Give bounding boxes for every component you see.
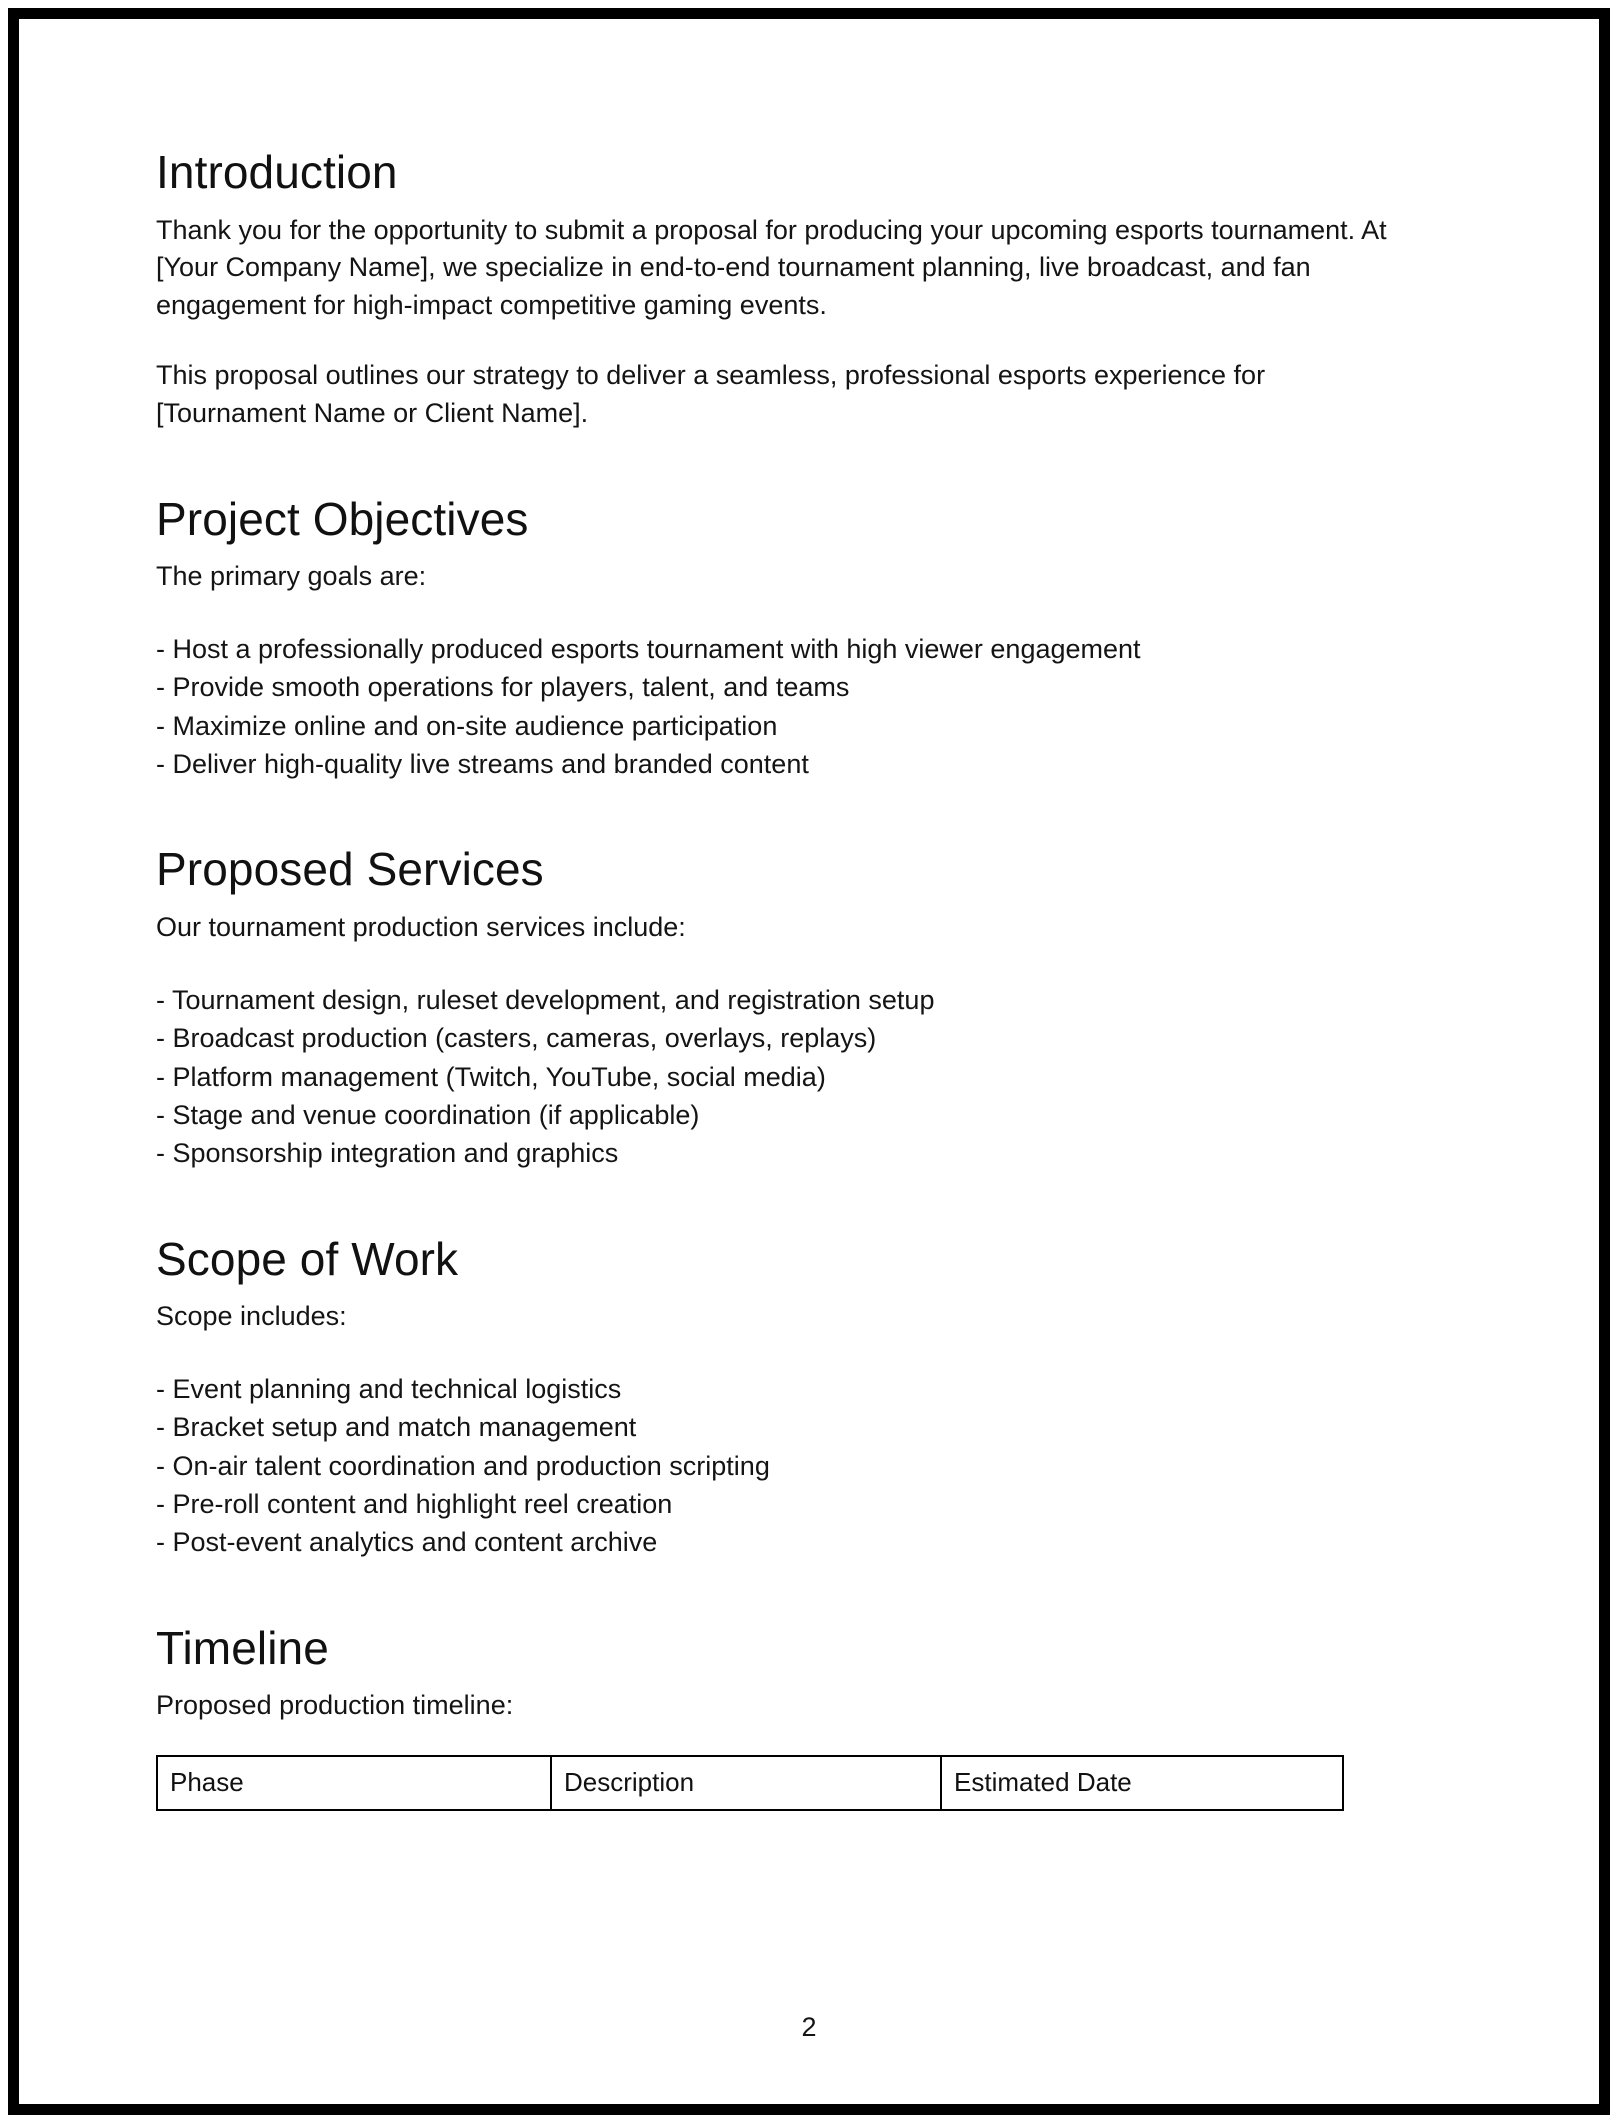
introduction-paragraph-2: This proposal outlines our strategy to deliver a seamless, professional esports experience for [Tournament Name or Client Name]. — [156, 360, 1266, 428]
section-introduction — [156, 148, 1428, 433]
section-heading-introduction: Introduction — [156, 146, 398, 198]
scope-of-work-list — [156, 1370, 1428, 1562]
list-item: - Post-event analytics and content archive — [156, 1527, 658, 1558]
list-item: - Platform management (Twitch, YouTube, social media) — [156, 1061, 826, 1092]
list-item: - Deliver high-quality live streams and branded content — [156, 749, 809, 780]
section-project-objectives — [156, 492, 1428, 784]
list-item: - Host a professionally produced esports tournament with high viewer engagement — [156, 634, 1141, 665]
project-objectives-list — [156, 630, 1428, 783]
table-header-phase: Phase — [157, 1756, 551, 1810]
section-timeline — [156, 1621, 1428, 1812]
list-item: - Provide smooth operations for players, talent, and teams — [156, 672, 850, 703]
list-item: - Stage and venue coordination (if applicable) — [156, 1099, 700, 1130]
list-item: - On-air talent coordination and production scripting — [156, 1450, 770, 1481]
table-header-description: Description — [551, 1756, 941, 1810]
section-heading-scope-of-work: Scope of Work — [156, 1232, 459, 1285]
table-header-row — [157, 1756, 1343, 1810]
proposed-services-lead: Our tournament production services include: — [156, 912, 686, 943]
proposed-services-list — [156, 981, 1428, 1173]
table-header-estimated-date: Estimated Date — [941, 1756, 1343, 1810]
section-scope-of-work — [156, 1232, 1428, 1562]
section-heading-proposed-services: Proposed Services — [156, 843, 544, 896]
list-item: - Sponsorship integration and graphics — [156, 1138, 619, 1169]
scope-of-work-lead: Scope includes: — [156, 1301, 347, 1332]
list-item: - Event planning and technical logistics — [156, 1374, 622, 1405]
section-heading-project-objectives: Project Objectives — [156, 492, 529, 545]
page-number: 2 — [801, 2012, 817, 2042]
page-content — [156, 148, 1428, 1811]
list-item: - Pre-roll content and highlight reel creation — [156, 1489, 673, 1519]
timeline-lead: Proposed production timeline: — [156, 1690, 514, 1721]
list-item: - Tournament design, ruleset development, and registration setup — [156, 984, 935, 1015]
list-item: - Maximize online and on-site audience participation — [156, 710, 778, 741]
timeline-table — [156, 1755, 1344, 1811]
list-item: - Broadcast production (casters, cameras, overlays, replays) — [156, 1023, 877, 1054]
section-heading-timeline: Timeline — [156, 1621, 329, 1674]
project-objectives-lead: The primary goals are: — [156, 561, 427, 592]
list-item: - Bracket setup and match management — [156, 1412, 637, 1443]
introduction-paragraph-1: Thank you for the opportunity to submit a proposal for producing your upcoming esports tournament. At [Your Company Name], we specialize in end-to-end tournament planning, live broadcast, and fan engagement for high-impact competitive gaming events. — [156, 214, 1387, 321]
section-proposed-services — [156, 845, 1428, 1172]
